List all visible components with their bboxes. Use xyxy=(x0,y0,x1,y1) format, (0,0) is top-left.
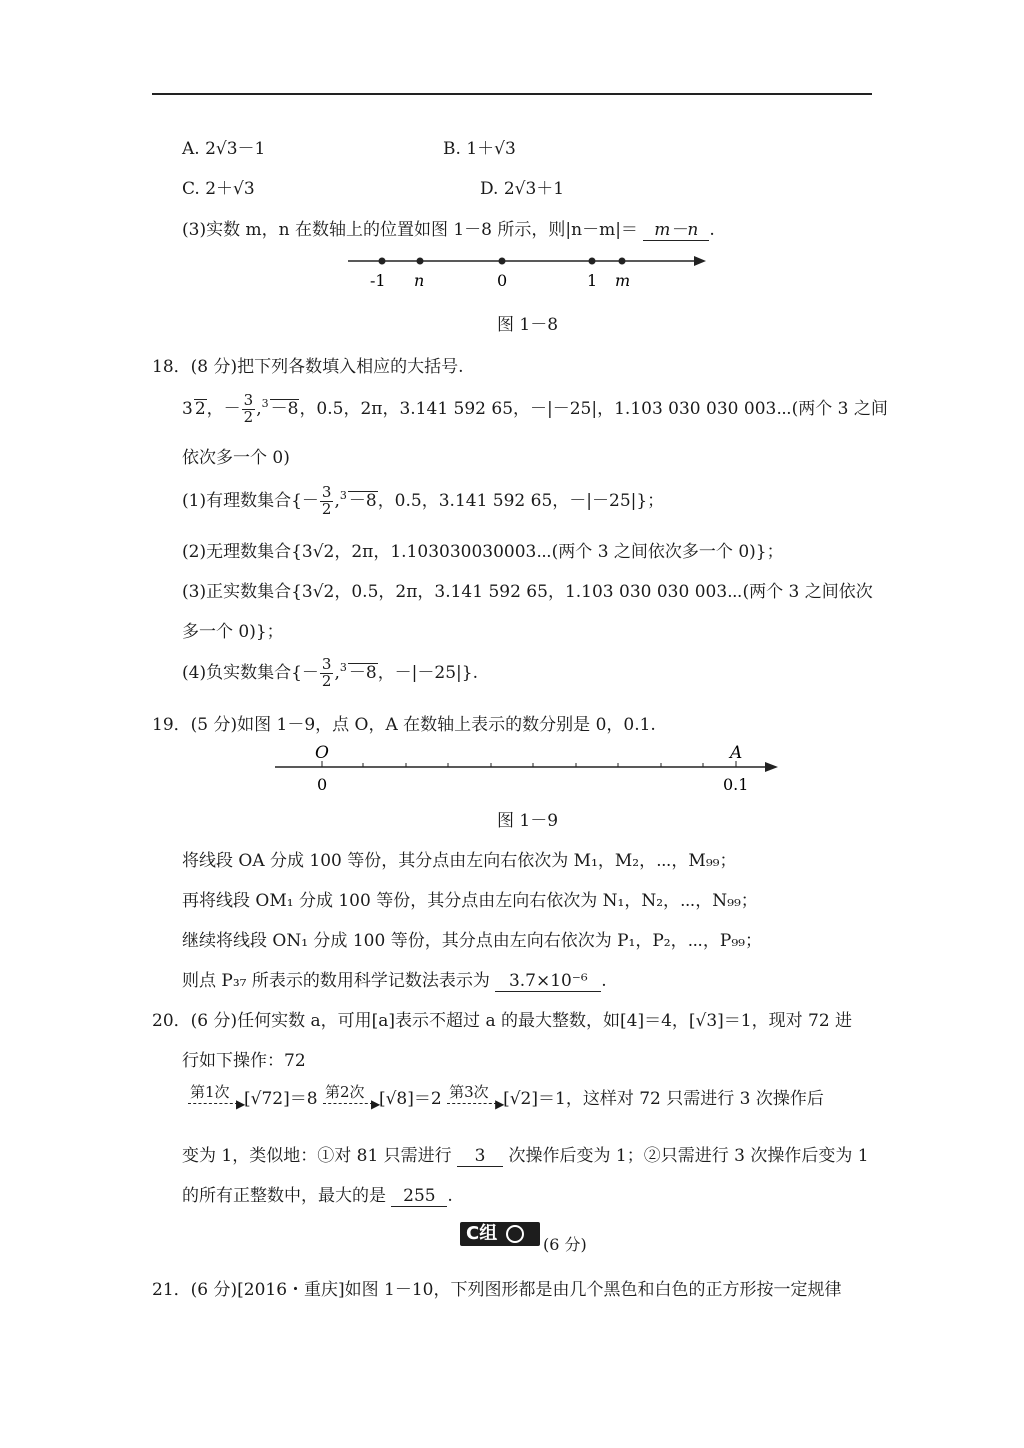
op1-arrow: 第1次 ▶ xyxy=(190,1082,246,1111)
q17-part3: (3)实数 m，n 在数轴上的位置如图 1－8 所示，则|n－m|＝ m－n . xyxy=(182,215,715,241)
q19-head: 19．(5 分)如图 1－9，点 O，A 在数轴上表示的数分别是 0，0.1. xyxy=(152,715,656,735)
label-1: 1 xyxy=(587,271,598,290)
q18-irrational: (2)无理数集合{3√2，2π，1.103030030003⋯(两个 3 之间依次多一个 0)}； xyxy=(182,542,784,562)
q18-head: 18．(8 分)把下列各数填入相应的大括号. xyxy=(152,357,464,377)
label-point1: 0.1 xyxy=(723,775,749,794)
option-a: A. 2√3－1 xyxy=(182,139,266,159)
header-rule xyxy=(152,93,872,95)
q18-numbers: 3 2，－ $\frac{3}{2}$ ,$^3$ －8，0.5，2π，3.141 592 65，－|－25|，1.103 030 030 003⋯(两个 3 之间 xyxy=(182,391,888,426)
axis-arrow xyxy=(694,256,706,266)
label-n: n xyxy=(414,271,425,290)
label-A: A xyxy=(730,743,743,763)
point-neg1 xyxy=(379,258,386,265)
q20-line5: 的所有正整数中，最大的是 255 . xyxy=(182,1186,453,1206)
op2-arrow: 第2次 ▶ xyxy=(324,1082,381,1111)
section-c-score: (6 分) xyxy=(543,1235,587,1254)
q18-positive: (3)正实数集合{3√2，0.5，2π，3.141 592 65，1.103 030 030 003⋯(两个 3 之间依次 xyxy=(182,582,873,602)
q19-answer: 3.7×10⁻⁶ xyxy=(495,971,601,992)
magnifier-icon xyxy=(506,1225,524,1243)
point-n xyxy=(417,258,424,265)
caption-fig18: 图 1－8 xyxy=(497,315,559,335)
caption-fig19: 图 1－9 xyxy=(497,811,559,831)
q20-answer1: 3 xyxy=(457,1146,503,1167)
option-b: B. 1＋√3 xyxy=(443,139,516,159)
q19-line4: 则点 P₃₇ 所表示的数用科学记数法表示为 3.7×10⁻⁶ . xyxy=(182,971,607,991)
q21-head: 21．(6 分)[2016・重庆]如图 1－10，下列图形都是由几个黑色和白色的正方形按一定规律 xyxy=(152,1280,842,1300)
number-line-fig19 xyxy=(270,742,785,797)
q19-line1: 将线段 OA 分成 100 等份，其分点由左向右依次为 M₁，M₂，⋯，M₉₉； xyxy=(182,851,737,871)
q20-answer2: 255 xyxy=(391,1186,447,1207)
number-line-fig18 xyxy=(340,248,720,293)
label-0: 0 xyxy=(497,271,508,290)
section-c-badge: C组 xyxy=(460,1222,540,1246)
q19-line2: 再将线段 OM₁ 分成 100 等份，其分点由左向右依次为 N₁，N₂，⋯，N₉₉； xyxy=(182,891,758,911)
label-O: O xyxy=(315,743,329,763)
q20-operations: 第1次 ▶ [√72]＝8 第2次 ▶ [√8]＝2 第3次 ▶ [√2]＝1，这样对 72 只需进行 3 次操作后 xyxy=(188,1084,824,1115)
q20-head: 20．(6 分)任何实数 a，可用[a]表示不超过 a 的最大整数，如[4]＝4，[√3]＝1，现对 72 进 xyxy=(152,1011,853,1031)
point-m xyxy=(619,258,626,265)
label-zero: 0 xyxy=(317,775,328,794)
label-neg1: -1 xyxy=(370,271,386,290)
label-m: m xyxy=(615,271,631,290)
q20-line4: 变为 1，类似地：①对 81 只需进行 3 次操作后变为 1；②只需进行 3 次操作后变为 1 xyxy=(182,1146,869,1166)
q17-answer: m－n xyxy=(643,215,709,241)
op3-arrow: 第3次 ▶ xyxy=(449,1082,505,1111)
q18-rational: (1)有理数集合{－ $\frac{3}{2}$ ,$^3$ －8，0.5，3.141 592 65，－|－25|}； xyxy=(182,483,665,518)
q18-numbers-cont: 依次多一个 0) xyxy=(182,448,290,468)
q18-negative: (4)负实数集合{－ $\frac{3}{2}$ ,$^3$ －8，－|－25|}. xyxy=(182,655,478,690)
point-1 xyxy=(589,258,596,265)
q18-positive-cont: 多一个 0)}； xyxy=(182,622,284,642)
point-0 xyxy=(499,258,506,265)
q20-line2: 行如下操作：72 xyxy=(182,1051,306,1071)
option-c: C. 2＋√3 xyxy=(182,179,255,199)
axis-arrow xyxy=(765,762,778,772)
option-d: D. 2√3＋1 xyxy=(480,179,565,199)
q19-line3: 继续将线段 ON₁ 分成 100 等份，其分点由左向右依次为 P₁，P₂，⋯，P₉₉； xyxy=(182,931,762,951)
